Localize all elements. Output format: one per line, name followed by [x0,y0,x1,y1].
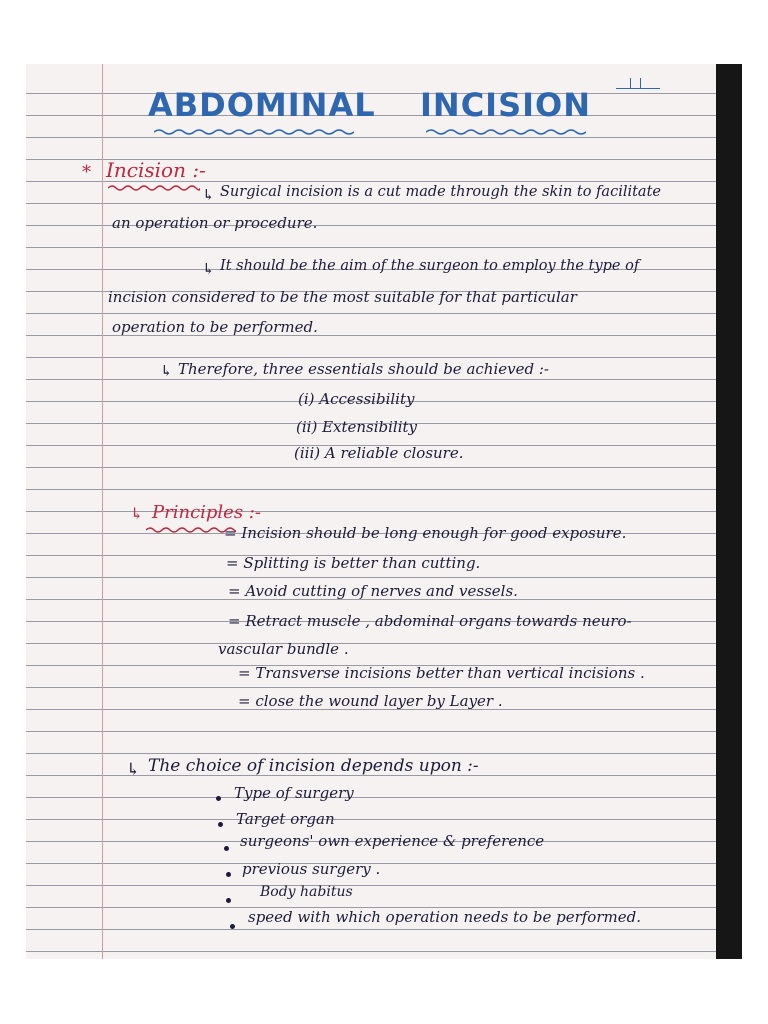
title-word-incision: INCISION [420,86,592,124]
choice-heading: The choice of incision depends upon :- [148,756,479,776]
essential-3: (iii) A reliable closure. [294,444,464,462]
page-edge-shadow [716,64,742,959]
essential-2: (ii) Extensibility [296,418,418,436]
principle-3: = Avoid cutting of nerves and vessels. [228,582,518,600]
choice-item-2: Target organ [236,810,335,828]
principle-2: = Splitting is better than cutting. [226,554,481,572]
aim-line-3: operation to be performed. [112,318,318,336]
essential-1: (i) Accessibility [298,390,415,408]
notebook-page [26,64,716,959]
principle-1: = Incision should be long enough for good exposure. [224,524,627,542]
choice-arrow: ↳ [126,760,141,780]
incision-heading-underline [108,184,200,192]
definition-line-2: an operation or procedure. [112,214,318,232]
principles-heading: Principles :- [152,502,261,523]
choice-bullet [224,846,229,851]
aim-arrow: ↳ [202,260,215,278]
principles-underline [146,526,236,534]
choice-bullet [226,898,231,903]
choice-item-5: Body habitus [260,884,353,900]
principles-arrow: ↳ [130,504,144,523]
aim-line-2: incision considered to be the most suitable for that particular [108,288,577,306]
choice-bullet [226,872,231,877]
therefore-line: Therefore, three essentials should be achieved :- [178,360,549,378]
date-mark [616,78,660,89]
principle-4-continued: vascular bundle . [218,640,349,658]
definition-arrow: ↳ [202,186,215,204]
therefore-arrow: ↳ [160,362,173,380]
title-underline-left [154,128,354,136]
choice-item-4: previous surgery . [242,860,381,878]
choice-item-3: surgeons' own experience & preference [240,832,545,850]
aim-line-1: It should be the aim of the surgeon to employ the type of [220,258,640,274]
choice-item-6: speed with which operation needs to be performed. [248,908,641,926]
choice-bullet [218,822,223,827]
star-marker: * [82,162,91,183]
choice-bullet [230,924,235,929]
principle-4: = Retract muscle , abdominal organs towards neuro- [228,612,632,630]
choice-item-1: Type of surgery [234,784,354,802]
principle-5: = Transverse incisions better than vertical incisions . [238,664,645,682]
incision-heading: Incision :- [106,158,206,182]
definition-line-1: Surgical incision is a cut made through the skin to facilitate [220,184,661,200]
principle-6: = close the wound layer by Layer . [238,692,503,710]
margin-line [102,64,103,959]
title-underline-right [426,128,586,136]
choice-bullet [216,796,221,801]
title-word-abdominal: ABDOMINAL [148,86,376,124]
